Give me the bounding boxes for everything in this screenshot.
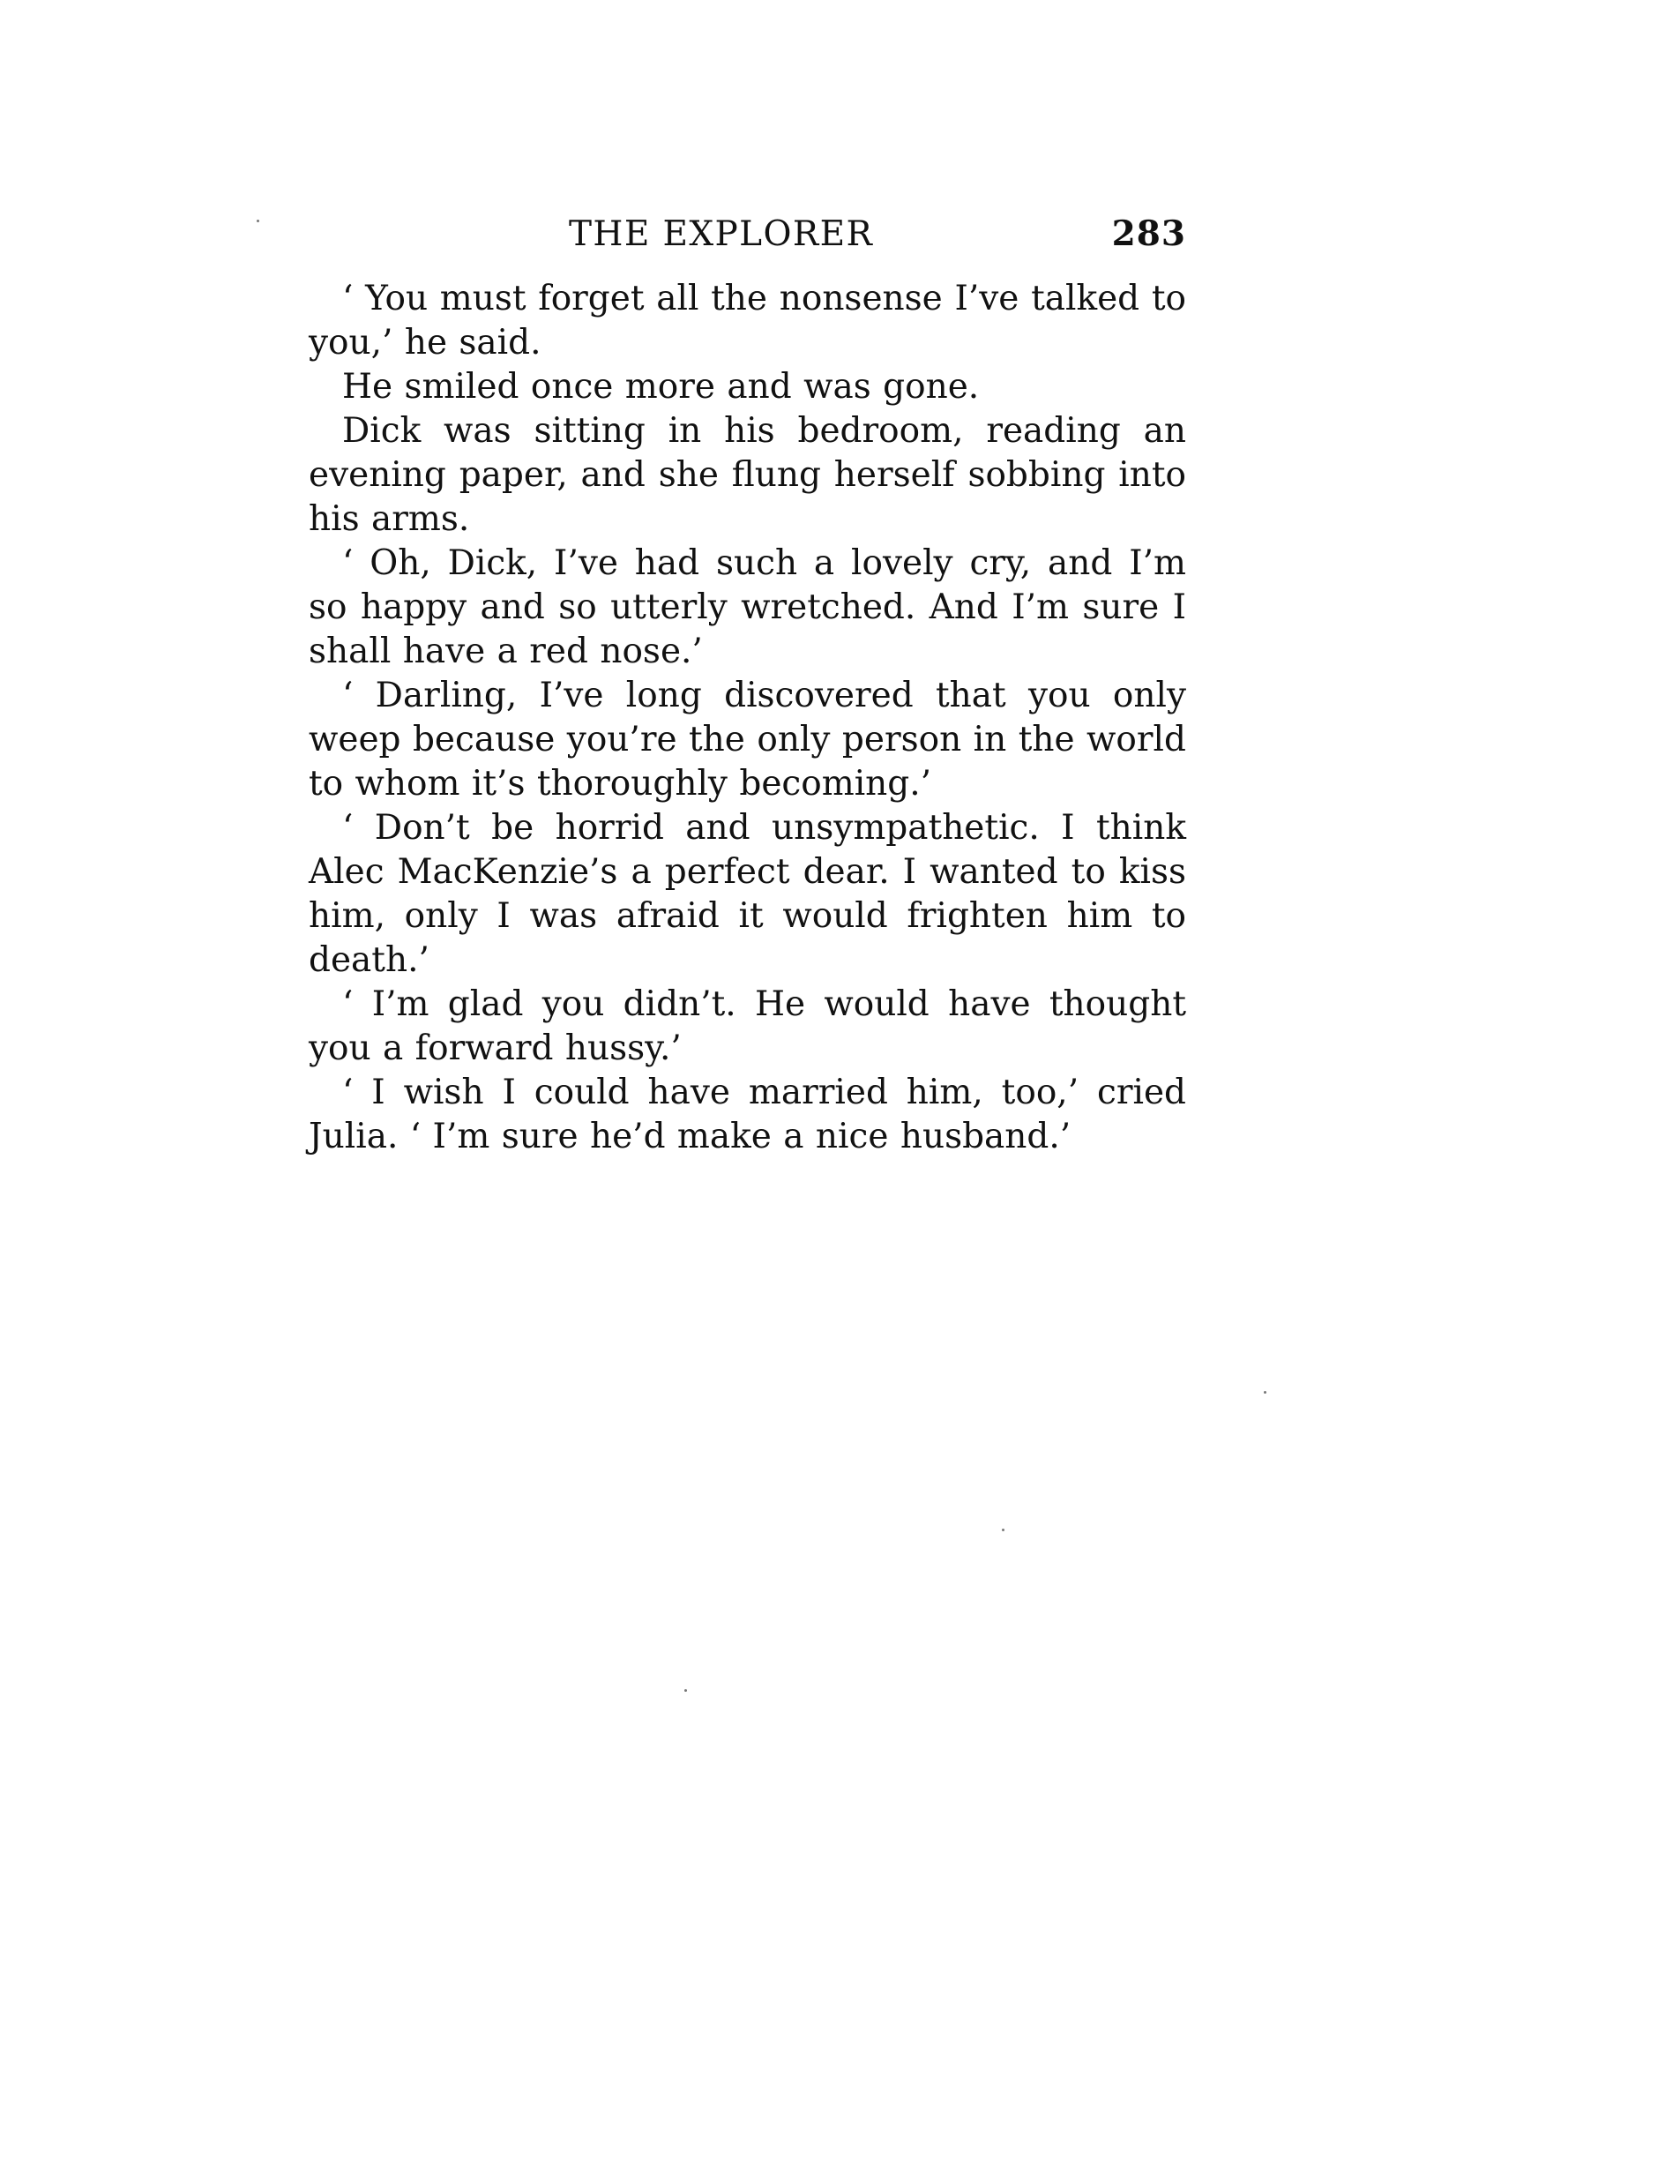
page-text-block bbox=[309, 212, 1186, 1159]
running-head bbox=[309, 212, 1186, 265]
paragraph-6: ‘ Don’t be horrid and unsympathetic. I think Alec MacKenzie’s a perfect dear. I wanted to kiss him, only I was afraid it would frighten him to death.’ bbox=[309, 808, 1186, 980]
paragraph-2: He smiled once more and was gone. bbox=[342, 367, 980, 407]
paragraph-1: ‘ You must forget all the nonsense I’ve talked to you,’ he said. bbox=[309, 279, 1186, 363]
page-number: 283 bbox=[1111, 213, 1186, 254]
scan-speck bbox=[1264, 1391, 1266, 1394]
paragraph-7: ‘ I’m glad you didn’t. He would have thought you a forward hussy.’ bbox=[309, 984, 1186, 1068]
running-head-title: THE EXPLORER bbox=[569, 214, 874, 254]
scan-speck bbox=[1002, 1529, 1004, 1531]
scan-speck bbox=[257, 220, 259, 222]
scan-speck bbox=[684, 1689, 687, 1692]
paragraph-4: ‘ Oh, Dick, I’ve had such a lovely cry, and I’m so happy and so utterly wretched. And I’m sure I shall have a red nose.’ bbox=[309, 543, 1186, 671]
paragraph-5: ‘ Darling, I’ve long discovered that you only weep because you’re the only person in the world to whom it’s thoroughly becoming.’ bbox=[309, 676, 1186, 804]
paragraph-3: Dick was sitting in his bedroom, reading an evening paper, and she flung herself sobbing into his arms. bbox=[309, 411, 1186, 539]
paragraph-8: ‘ I wish I could have married him, too,’ cried Julia. ‘ I’m sure he’d make a nice husband.’ bbox=[309, 1073, 1186, 1156]
